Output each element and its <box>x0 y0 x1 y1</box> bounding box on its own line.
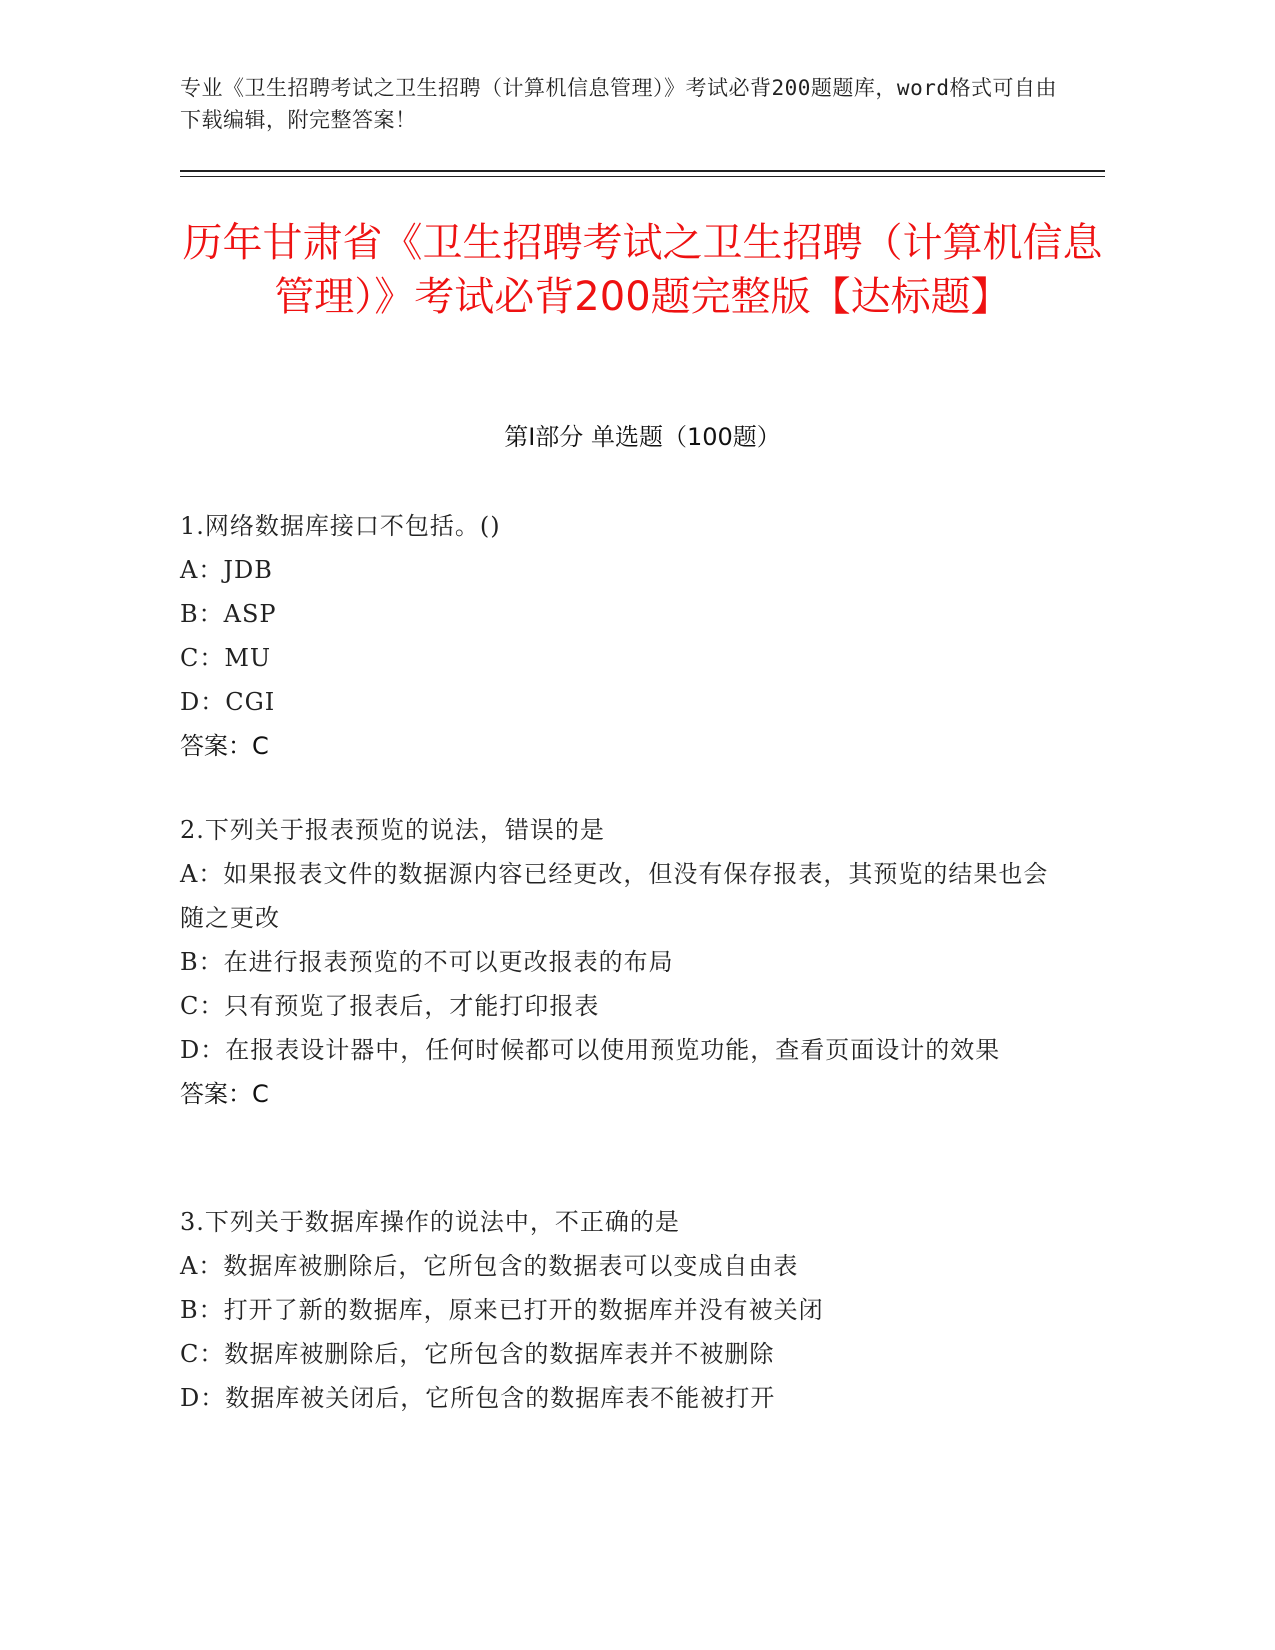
option-c: C：只有预览了报表后，才能打印报表 <box>180 992 600 1020</box>
question-item <box>180 1200 1060 1420</box>
header-divider-thick <box>180 170 1105 172</box>
header-note: 专业《卫生招聘考试之卫生招聘（计算机信息管理）》考试必背200题题库，word格式可自由下载编辑，附完整答案！ <box>180 76 1057 132</box>
option-a: A：数据库被删除后，它所包含的数据表可以变成自由表 <box>180 1252 799 1280</box>
option-d: D：数据库被关闭后，它所包含的数据库表不能被打开 <box>180 1384 776 1412</box>
answer-line: 答案：C <box>180 732 269 760</box>
option-d: D：CGI <box>180 688 276 716</box>
question-stem: 1.网络数据库接口不包括。() <box>180 512 501 540</box>
question-item <box>180 808 1060 1116</box>
question-stem: 2.下列关于报表预览的说法，错误的是 <box>180 816 605 844</box>
document-title: 历年甘肃省《卫生招聘考试之卫生招聘（计算机信息管理）》考试必背200题完整版【达标题】 <box>182 220 1103 320</box>
option-a: A：JDB <box>180 556 273 584</box>
answer-line: 答案：C <box>180 1080 269 1108</box>
question-item <box>180 504 1060 768</box>
option-c: C：数据库被删除后，它所包含的数据库表并不被删除 <box>180 1340 775 1368</box>
section-title: 第Ⅰ部分 单选题（100题） <box>504 423 781 451</box>
option-b: B：ASP <box>180 600 277 628</box>
header-divider-thin <box>180 176 1105 177</box>
option-c: C：MU <box>180 644 272 672</box>
option-a: A：如果报表文件的数据源内容已经更改，但没有保存报表，其预览的结果也会随之更改 <box>180 860 1049 932</box>
option-d: D：在报表设计器中，任何时候都可以使用预览功能，查看页面设计的效果 <box>180 1036 1001 1064</box>
question-stem: 3.下列关于数据库操作的说法中，不正确的是 <box>180 1208 680 1236</box>
option-b: B：打开了新的数据库，原来已打开的数据库并没有被关闭 <box>180 1296 824 1324</box>
option-b: B：在进行报表预览的不可以更改报表的布局 <box>180 948 674 976</box>
